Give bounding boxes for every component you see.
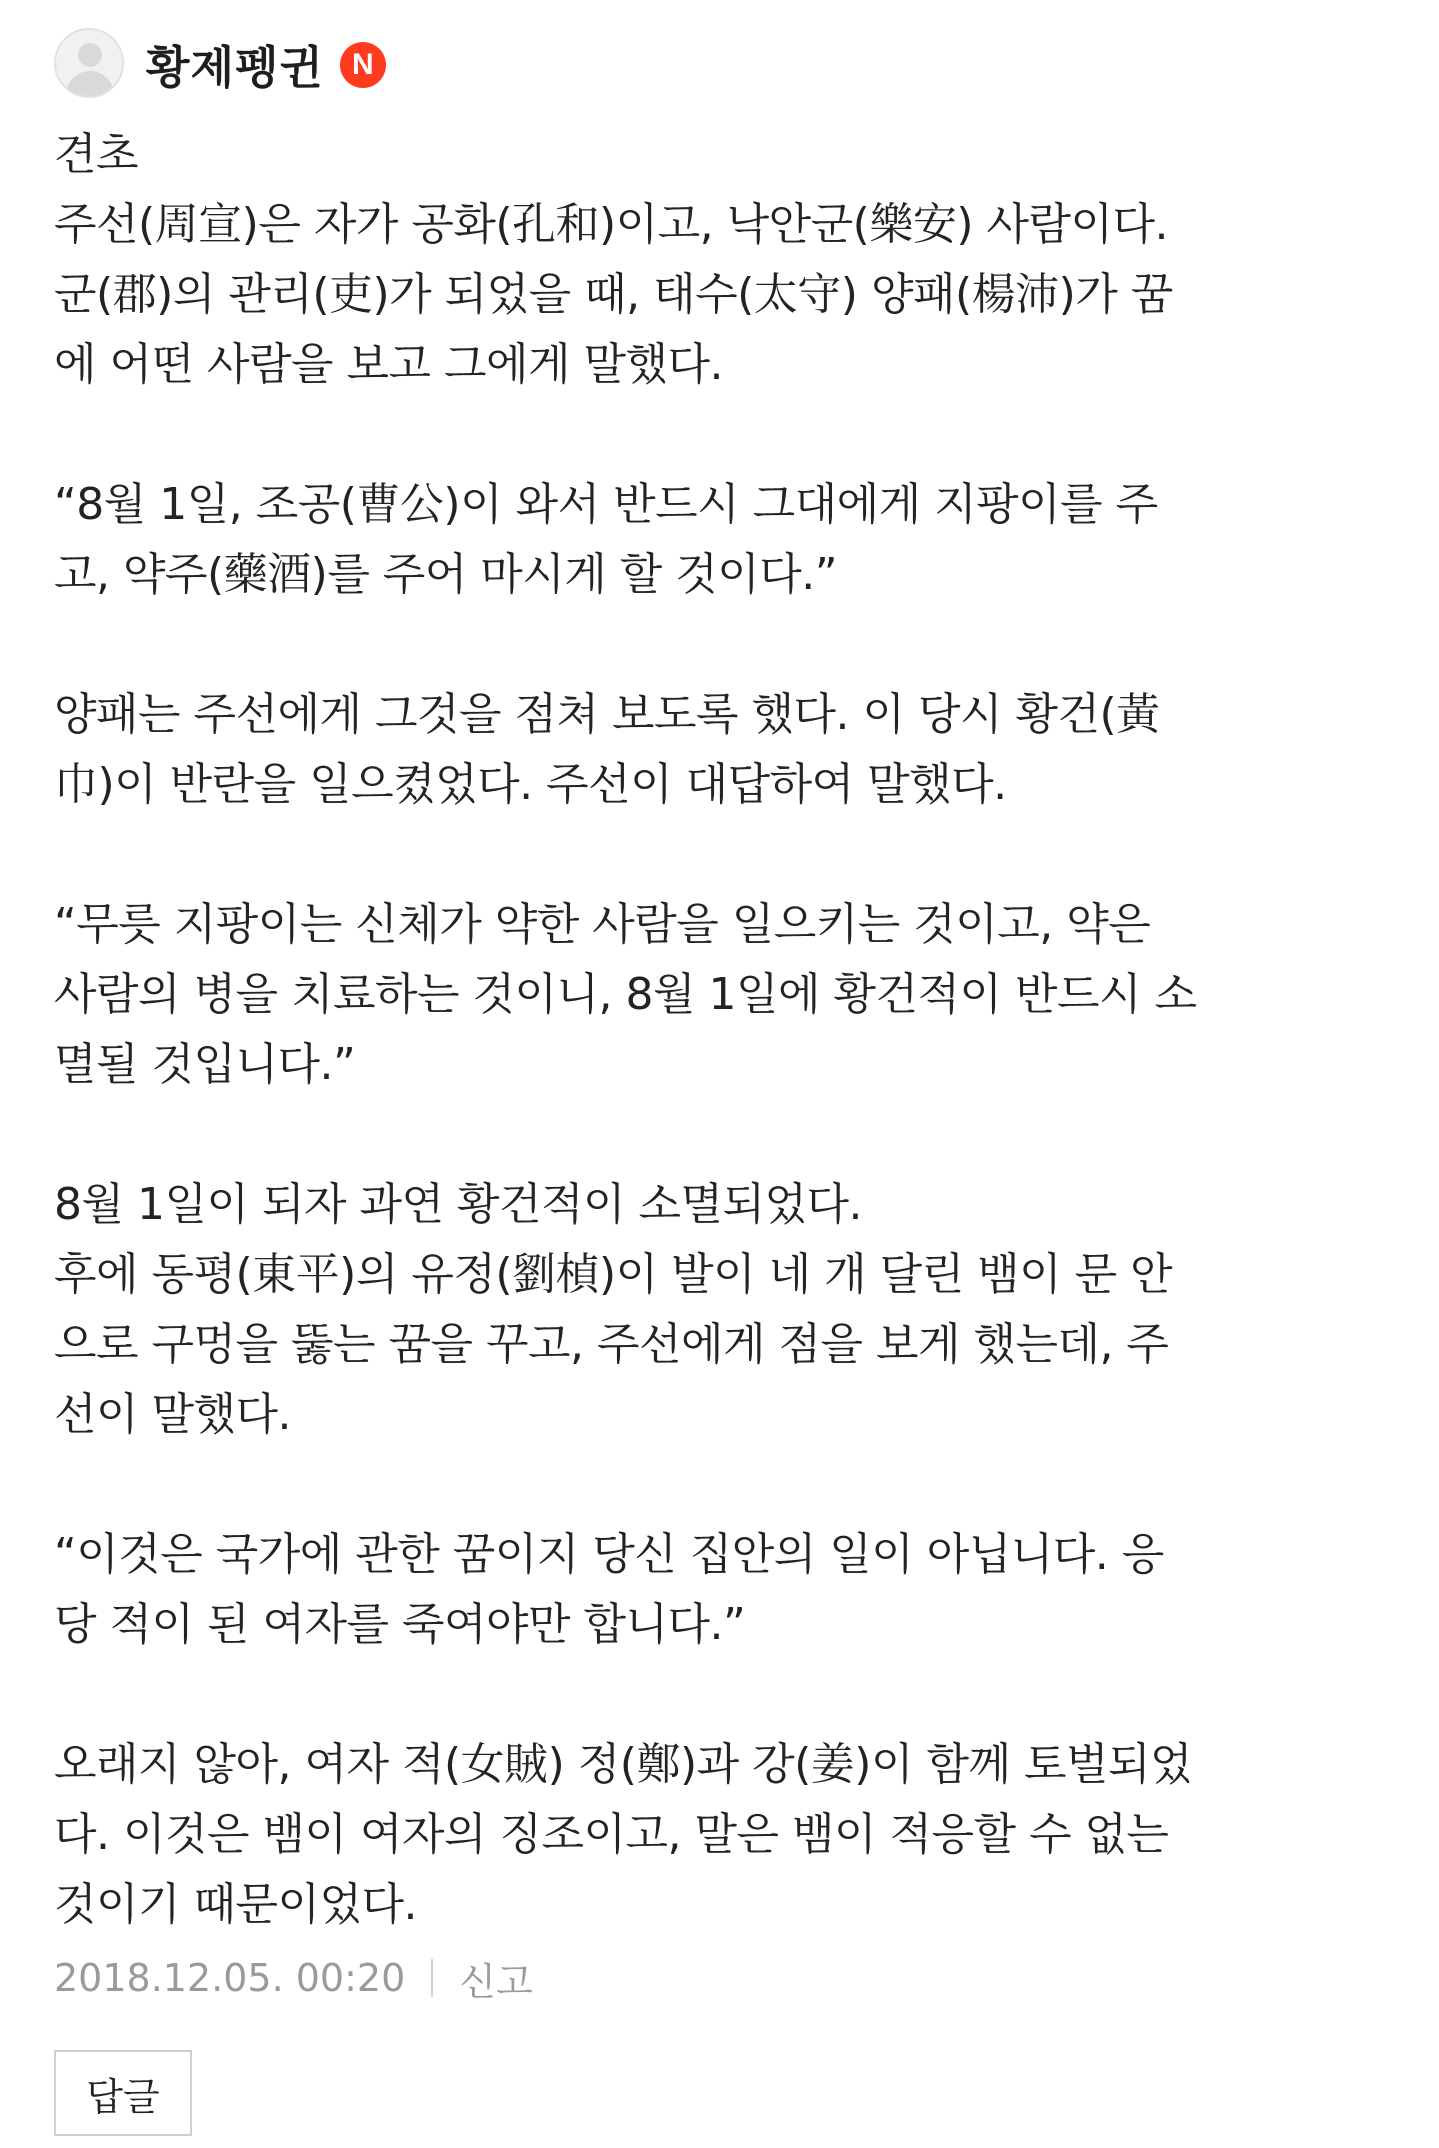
paragraph-gap: [54, 1100, 1394, 1170]
paragraph-gap: [54, 1450, 1394, 1520]
comment-text-line: 군(郡)의 관리(吏)가 되었을 때, 태수(太守) 양패(楊沛)가 꿈: [54, 269, 1173, 320]
paragraph-gap: [54, 610, 1394, 680]
reply-button[interactable]: 답글: [54, 2050, 192, 2136]
comment-header: [54, 28, 1394, 98]
comment-text-line: 사람의 병을 치료하는 것이니, 8월 1일에 황건적이 반드시 소: [54, 969, 1197, 1020]
author-nickname[interactable]: 황제펭귄: [146, 40, 324, 94]
paragraph-gap: [54, 820, 1394, 890]
comment-text-line: 것이기 때문이었다.: [54, 1879, 418, 1930]
comment-text-line: “무릇 지팡이는 신체가 약한 사람을 일으키는 것이고, 약은: [54, 899, 1151, 950]
paragraph-gap: [54, 1660, 1394, 1730]
comment-body: [54, 120, 1394, 1940]
default-profile-icon: [78, 43, 102, 67]
comment-text-line: 주선(周宣)은 자가 공화(孔和)이고, 낙안군(樂安) 사람이다.: [54, 199, 1168, 250]
comment-text-line: “8월 1일, 조공(曹公)이 와서 반드시 그대에게 지팡이를 주: [54, 479, 1158, 530]
comment-text-line: 견초: [54, 129, 139, 180]
comment-text-line: 후에 동평(東平)의 유정(劉楨)이 발이 네 개 달린 뱀이 문 안: [54, 1249, 1173, 1300]
comment-text-line: 멸될 것입니다.”: [54, 1039, 356, 1090]
comment-meta: [54, 1948, 1394, 2008]
comment-text-line: 에 어떤 사람을 보고 그에게 말했다.: [54, 339, 723, 390]
comment: [54, 28, 1394, 2136]
comment-text-line: 선이 말했다.: [54, 1389, 291, 1440]
comment-text-line: 양패는 주선에게 그것을 점쳐 보도록 했다. 이 당시 황건(黃: [54, 689, 1160, 740]
paragraph-gap: [54, 400, 1394, 470]
comment-text-line: 고, 약주(藥酒)를 주어 마시게 할 것이다.”: [54, 549, 838, 600]
comment-text-line: “이것은 국가에 관한 꿈이지 당신 집안의 일이 아닙니다. 응: [54, 1529, 1164, 1580]
meta-divider: [431, 1959, 433, 1997]
report-link[interactable]: 신고: [459, 1959, 533, 2004]
comment-text-line: 8월 1일이 되자 과연 황건적이 소멸되었다.: [54, 1179, 862, 1230]
comment-text-line: 巾)이 반란을 일으켰었다. 주선이 대답하여 말했다.: [54, 759, 1007, 810]
comment-text-line: 으로 구멍을 뚫는 꿈을 꾸고, 주선에게 점을 보게 했는데, 주: [54, 1319, 1169, 1370]
comment-text-line: 오래지 않아, 여자 적(女賊) 정(鄭)과 강(姜)이 함께 토벌되었: [54, 1739, 1192, 1790]
avatar[interactable]: [54, 28, 124, 98]
new-badge-icon: N: [340, 42, 386, 88]
comment-timestamp: 2018.12.05. 00:20: [54, 1956, 406, 2000]
comment-text-line: 다. 이것은 뱀이 여자의 징조이고, 말은 뱀이 적응할 수 없는: [54, 1809, 1169, 1860]
comment-text-line: 당 적이 된 여자를 죽여야만 합니다.”: [54, 1599, 746, 1650]
